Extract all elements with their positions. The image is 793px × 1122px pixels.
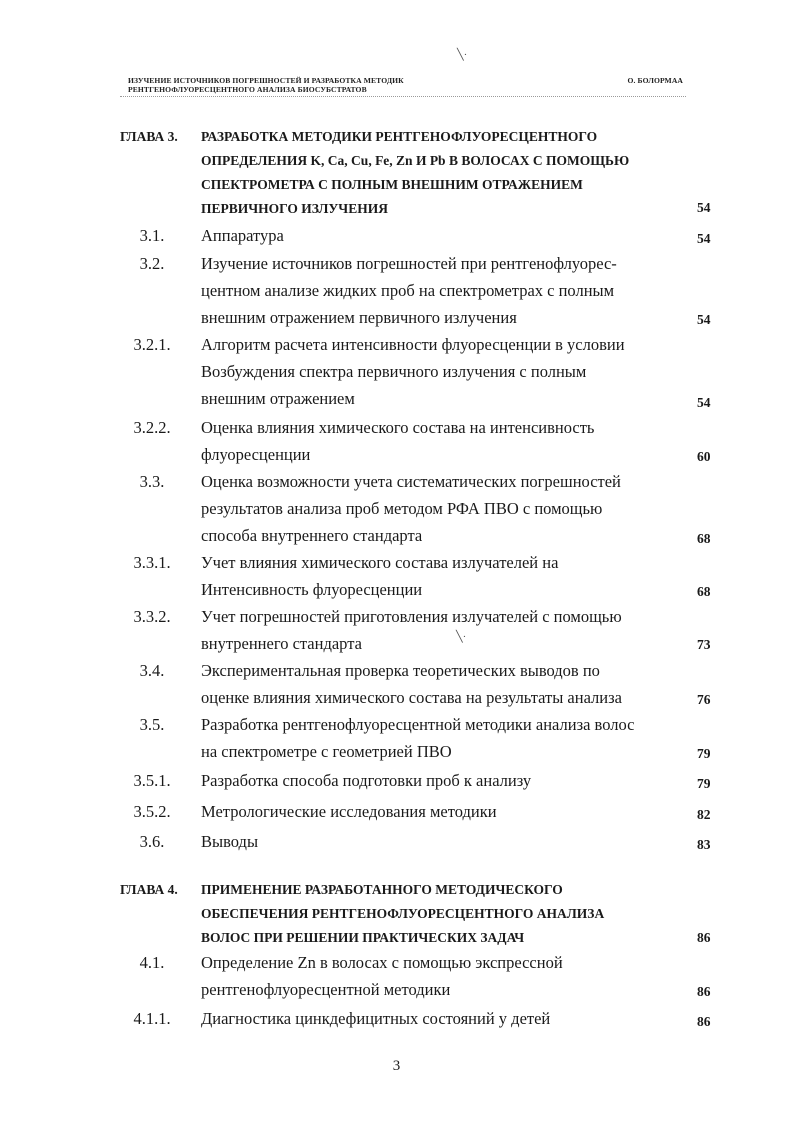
header-title-line-1: ИЗУЧЕНИЕ ИСТОЧНИКОВ ПОГРЕШНОСТЕЙ И РАЗРАБОТКА МЕТОДИК bbox=[128, 76, 404, 85]
toc-number: 3.2.1. bbox=[133, 335, 171, 354]
toc-line: СПЕКТРОМЕТРА С ПОЛНЫМ ВНЕШНИМ ОТРАЖЕНИЕМ bbox=[201, 177, 583, 192]
toc-number: 3.3.1. bbox=[133, 553, 171, 572]
toc-line: флуоресценции bbox=[201, 445, 311, 464]
toc-line: ОПРЕДЕЛЕНИЯ K, Ca, Cu, Fe, Zn И Pb В ВОЛОСАХ С ПОМОЩЬЮ bbox=[201, 153, 630, 168]
toc-page-number: 86 bbox=[697, 984, 711, 999]
toc-title bbox=[201, 222, 687, 249]
toc-number: 3.5. bbox=[139, 715, 165, 734]
toc-line: результатов анализа проб методом РФА ПВО с помощью bbox=[201, 499, 603, 518]
toc-title bbox=[201, 468, 687, 549]
toc-line: ВОЛОС ПРИ РЕШЕНИИ ПРАКТИЧЕСКИХ ЗАДАЧ bbox=[201, 930, 525, 945]
toc-number: 3.4. bbox=[139, 661, 165, 680]
toc-page-number: 60 bbox=[697, 449, 711, 464]
toc-title bbox=[201, 949, 687, 1003]
toc-page-number: 54 bbox=[697, 312, 711, 327]
toc-line: на спектрометре с геометрией ПВО bbox=[201, 742, 452, 761]
header-divider bbox=[120, 96, 686, 97]
toc-line: РАЗРАБОТКА МЕТОДИКИ РЕНТГЕНОФЛУОРЕСЦЕНТНОГО bbox=[201, 129, 598, 144]
toc-line: ПЕРВИЧНОГО ИЗЛУЧЕНИЯ bbox=[201, 201, 388, 216]
toc-page-number: 86 bbox=[697, 930, 711, 945]
toc-line: Возбуждения спектра первичного излучения с полным bbox=[201, 362, 587, 381]
toc-number: 3.3.2. bbox=[133, 607, 171, 626]
toc-number: ГЛАВА 4. bbox=[120, 882, 178, 897]
toc-line: Интенсивность флуоресценции bbox=[201, 580, 423, 599]
toc-page-number: 68 bbox=[697, 584, 711, 599]
toc-title bbox=[201, 798, 687, 825]
toc-number: 3.5.2. bbox=[133, 802, 171, 821]
toc-page-number: 54 bbox=[697, 231, 711, 246]
header-author: О. БОЛОРМАА bbox=[627, 76, 683, 85]
toc-line: Диагностика цинкдефицитных состояний у детей bbox=[201, 1009, 551, 1028]
toc-line: Учет влияния химического состава излучателей на bbox=[201, 553, 559, 572]
toc-page-number: 54 bbox=[697, 395, 711, 410]
page-number: 3 bbox=[392, 1058, 401, 1074]
running-header bbox=[128, 76, 683, 94]
toc-line: Алгоритм расчета интенсивности флуоресценции в условии bbox=[201, 335, 625, 354]
toc-line: ОБЕСПЕЧЕНИЯ РЕНТГЕНОФЛУОРЕСЦЕНТНОГО АНАЛИЗА bbox=[201, 906, 605, 921]
toc-page-number: 54 bbox=[697, 200, 711, 215]
scan-mark: ╲· bbox=[457, 49, 468, 61]
toc-line: Определение Zn в волосах с помощью экспрессной bbox=[201, 953, 563, 972]
toc-number: ГЛАВА 3. bbox=[120, 129, 178, 144]
toc-number: 3.2. bbox=[139, 254, 165, 273]
toc-line: Экспериментальная проверка теоретических выводов по bbox=[201, 661, 600, 680]
toc-title bbox=[201, 828, 687, 855]
toc-number: 4.1.1. bbox=[133, 1009, 171, 1028]
toc-line: Разработка способа подготовки проб к анализу bbox=[201, 771, 532, 790]
toc-page-number: 86 bbox=[697, 1014, 711, 1029]
header-title-line-2: РЕНТГЕНОФЛУОРЕСЦЕНТНОГО АНАЛИЗА БИОСУБСТРАТОВ bbox=[128, 85, 367, 94]
toc-title bbox=[201, 767, 687, 794]
toc-line: Оценка возможности учета систематических погрешностей bbox=[201, 472, 621, 491]
toc-title bbox=[201, 125, 687, 221]
toc-title bbox=[201, 414, 687, 468]
toc-line: оценке влияния химического состава на результаты анализа bbox=[201, 688, 622, 707]
toc-number: 3.2.2. bbox=[133, 418, 171, 437]
toc-line: Аппаратура bbox=[201, 226, 284, 245]
toc-line: Метрологические исследования методики bbox=[201, 802, 497, 821]
toc-line: способа внутреннего стандарта bbox=[201, 526, 423, 545]
toc-title bbox=[201, 1005, 687, 1032]
toc-line: Выводы bbox=[201, 832, 259, 851]
toc-line: Оценка влияния химического состава на интенсивность bbox=[201, 418, 595, 437]
toc-page-number: 73 bbox=[697, 637, 711, 652]
toc-page-number: 76 bbox=[697, 692, 711, 707]
toc-number: 3.5.1. bbox=[133, 771, 171, 790]
toc-line: Изучение источников погрешностей при рентгенофлуорес- bbox=[201, 254, 617, 273]
toc-line: Учет погрешностей приготовления излучателей с помощью bbox=[201, 607, 622, 626]
toc-page-number: 79 bbox=[697, 746, 711, 761]
toc-title bbox=[201, 878, 687, 950]
toc-line: внешним отражением первичного излучения bbox=[201, 308, 517, 327]
toc-line: рентгенофлуоресцентной методики bbox=[201, 980, 451, 999]
toc-page-number: 79 bbox=[697, 776, 711, 791]
toc-line: ПРИМЕНЕНИЕ РАЗРАБОТАННОГО МЕТОДИЧЕСКОГО bbox=[201, 882, 563, 897]
toc-page-number: 82 bbox=[697, 807, 711, 822]
toc-title bbox=[201, 250, 687, 331]
toc-line: внутреннего стандарта bbox=[201, 634, 362, 653]
toc-line: внешним отражением bbox=[201, 389, 355, 408]
toc-title bbox=[201, 331, 687, 412]
toc-number: 4.1. bbox=[139, 953, 165, 972]
toc-number: 3.3. bbox=[139, 472, 165, 491]
toc-page-number: 83 bbox=[697, 837, 711, 852]
toc-page-number: 68 bbox=[697, 531, 711, 546]
toc-number: 3.6. bbox=[139, 832, 165, 851]
scan-mark: ╲· bbox=[456, 631, 467, 643]
toc-title bbox=[201, 603, 687, 657]
toc-line: центном анализе жидких проб на спектрометрах с полным bbox=[201, 281, 615, 300]
toc-number: 3.1. bbox=[139, 226, 165, 245]
toc-title bbox=[201, 657, 687, 711]
toc-title bbox=[201, 549, 687, 603]
toc-line: Разработка рентгенофлуоресцентной методики анализа волос bbox=[201, 715, 635, 734]
toc-title bbox=[201, 711, 687, 765]
